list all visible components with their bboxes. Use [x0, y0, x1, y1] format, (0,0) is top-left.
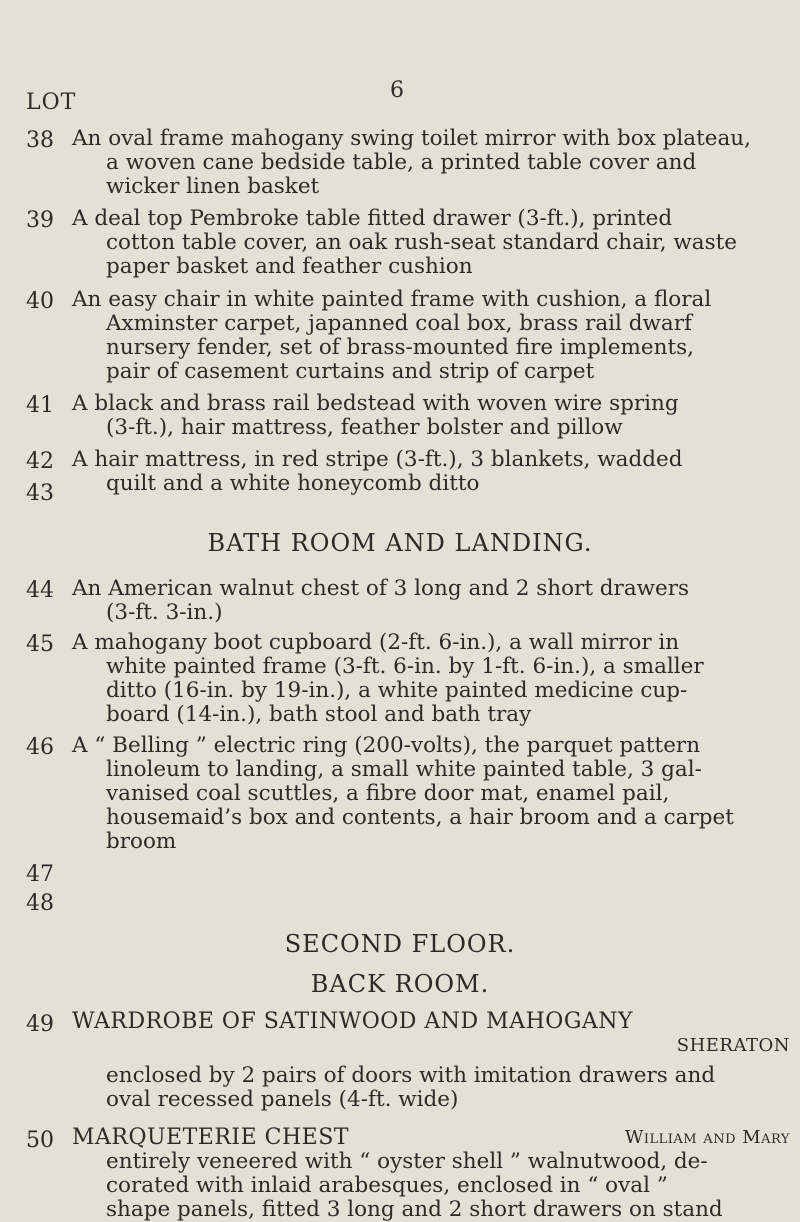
- lot-number: 38: [26, 128, 54, 153]
- text-line: An oval frame mahogany swing toilet mirror with box plateau,: [72, 126, 751, 151]
- text-line: board (14-in.), bath stool and bath tray: [106, 702, 532, 727]
- lot-description: [72, 734, 790, 854]
- lot-description: [72, 288, 790, 384]
- text-line: A hair mattress, in red stripe (3-ft.), 3 blankets, wadded: [72, 447, 683, 472]
- text-line: vanised coal scuttles, a fibre door mat, enamel pail,: [106, 781, 670, 806]
- lot-number: 43: [26, 481, 54, 506]
- lot-number: 45: [26, 632, 54, 657]
- text-line: entirely veneered with “ oyster shell ” walnutwood, de-: [106, 1149, 708, 1174]
- text-line: An American walnut chest of 3 long and 2 short drawers: [72, 576, 690, 601]
- lot-number: 41: [26, 393, 54, 418]
- lot-number: 42: [26, 449, 54, 474]
- lot-title: MARQUETERIE CHEST: [72, 1125, 349, 1150]
- text-line: Axminster carpet, japanned coal box, brass rail dwarf: [106, 311, 692, 336]
- lot-heading-line: [72, 1126, 790, 1150]
- lot-description: [72, 127, 790, 199]
- text-line: a woven cane bedside table, a printed table cover and: [106, 150, 697, 175]
- text-line: white painted frame (3-ft. 6-in. by 1-ft. 6-in.), a smaller: [106, 654, 704, 679]
- text-line: broom: [106, 829, 177, 854]
- section-heading-bath-room: BATH ROOM AND LANDING.: [207, 529, 593, 557]
- lot-number: 46: [26, 735, 54, 760]
- text-line: wicker linen basket: [106, 174, 320, 199]
- text-line: corated with inlaid arabesques, enclosed in “ oval ”: [106, 1173, 668, 1198]
- text-line: oval recessed panels (4-ft. wide): [106, 1087, 459, 1112]
- lot-maker: William and Mary: [624, 1127, 790, 1148]
- lot-number: 49: [26, 1012, 54, 1037]
- lot-number: 40: [26, 289, 54, 314]
- lot-description: [72, 1126, 790, 1222]
- lot-maker: SHERATON: [676, 1035, 790, 1056]
- text-line: paper basket and feather cushion: [106, 254, 473, 279]
- text-line: A “ Belling ” electric ring (200-volts), the parquet pattern: [72, 733, 701, 758]
- lot-number: 39: [26, 208, 54, 233]
- text-line: ditto (16-in. by 19-in.), a white painted medicine cup-: [106, 678, 688, 703]
- lot-number: 50: [26, 1128, 54, 1153]
- lot-number: 44: [26, 578, 54, 603]
- text-line: nursery fender, set of brass-mounted fire implements,: [106, 335, 694, 360]
- lot-description: [72, 392, 790, 440]
- text-line: (3-ft.), hair mattress, feather bolster and pillow: [106, 415, 623, 440]
- text-line: housemaid’s box and contents, a hair broom and a carpet: [106, 805, 734, 830]
- text-line: shape panels, fitted 3 long and 2 short drawers on stand: [106, 1197, 723, 1222]
- lot-description: [72, 1010, 790, 1112]
- lot-description: [72, 577, 790, 625]
- text-line: cotton table cover, an oak rush-seat standard chair, waste: [106, 230, 738, 255]
- text-line: pair of casement curtains and strip of carpet: [106, 359, 595, 384]
- text-line: A deal top Pembroke table fitted drawer (3-ft.), printed: [72, 206, 673, 231]
- lot-title: WARDROBE OF SATINWOOD AND MAHOGANY: [72, 1009, 634, 1034]
- text-line: A mahogany boot cupboard (2-ft. 6-in.), a wall mirror in: [72, 630, 680, 655]
- text-line: An easy chair in white painted frame with cushion, a floral: [72, 287, 712, 312]
- text-line: enclosed by 2 pairs of doors with imitation drawers and: [106, 1063, 716, 1088]
- lot-column-label: LOT: [26, 90, 77, 115]
- section-heading-second-floor: SECOND FLOOR.: [284, 930, 516, 958]
- lot-description: [72, 448, 790, 496]
- text-line: quilt and a white honeycomb ditto: [106, 471, 480, 496]
- text-line: linoleum to landing, a small white painted table, 3 gal-: [106, 757, 702, 782]
- lot-description: [72, 631, 790, 727]
- lot-number: 48: [26, 891, 54, 916]
- text-line: (3-ft. 3-in.): [106, 600, 223, 625]
- page-number: 6: [390, 78, 404, 103]
- lot-description: [72, 207, 790, 279]
- text-line: A black and brass rail bedstead with woven wire spring: [72, 391, 679, 416]
- lot-number: 47: [26, 862, 54, 887]
- section-heading-back-room: BACK ROOM.: [310, 970, 490, 998]
